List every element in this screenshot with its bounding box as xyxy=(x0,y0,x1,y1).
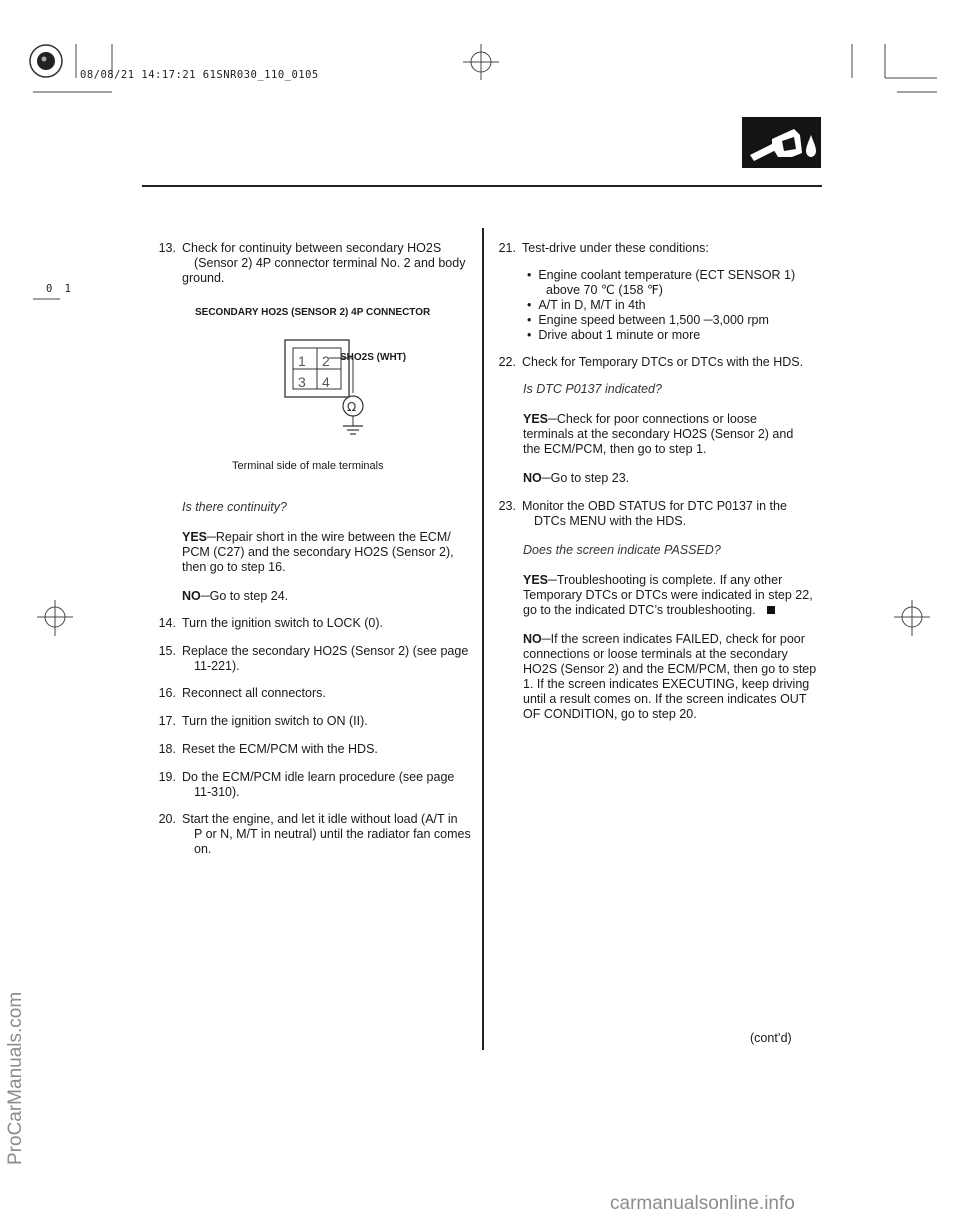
svg-text:Ω: Ω xyxy=(347,400,357,414)
answer-no-passed: NO─If the screen indicates FAILED, check for poor xyxy=(523,632,805,646)
step-20: 20. Start the engine, and let it idle without load (A/T in xyxy=(158,812,458,826)
bullet-drive-time: • Drive about 1 minute or more xyxy=(527,328,701,342)
margin-mark: 0 1 xyxy=(46,283,74,295)
step-21: 21. Test-drive under these conditions: xyxy=(498,241,709,255)
terminal-4: 4 xyxy=(322,374,330,390)
column-divider xyxy=(482,228,484,1050)
step-15-line-2: 11-221). xyxy=(194,659,240,673)
answer-no-passed-line-6: OF CONDITION, go to step 20. xyxy=(523,707,697,721)
step-13-line-1: Check for continuity between secondary HO2S xyxy=(182,241,442,255)
step-22: 22. Check for Temporary DTCs or DTCs with the HDS. xyxy=(498,355,804,369)
answer-yes-line-2: PCM (C27) and the secondary HO2S (Sensor 2), xyxy=(182,545,454,559)
step-23: 23. Monitor the OBD STATUS for DTC P0137 in the xyxy=(498,499,787,513)
terminal-1: 1 xyxy=(298,353,306,369)
end-square-icon xyxy=(767,606,775,614)
question-continuity: Is there continuity? xyxy=(182,500,287,514)
question-dtc-indicated: Is DTC P0137 indicated? xyxy=(523,382,662,396)
step-13-line-3: ground. xyxy=(182,271,225,285)
connector-diagram-title: SECONDARY HO2S (SENSOR 2) 4P CONNECTOR xyxy=(195,307,431,318)
continued-note: (cont’d) xyxy=(750,1031,792,1045)
step-19-line-2: 11-310). xyxy=(194,785,240,799)
step-16: 16. Reconnect all connectors. xyxy=(158,686,326,700)
watermark-carmanualsonline: carmanualsonline.info xyxy=(610,1193,795,1214)
answer-no-passed-line-2: connections or loose terminals at the secondary xyxy=(523,647,788,661)
answer-yes-passed: YES─Troubleshooting is complete. If any other xyxy=(523,573,783,587)
terminal-3: 3 xyxy=(298,374,306,390)
connector-diagram xyxy=(280,335,390,445)
step-17: 17. Turn the ignition switch to ON (II). xyxy=(158,714,368,728)
step-20-line-2: P or N, M/T in neutral) until the radiator fan comes xyxy=(194,827,471,841)
step-14: 14. Turn the ignition switch to LOCK (0). xyxy=(158,616,384,630)
bullet-gear: • A/T in D, M/T in 4th xyxy=(527,298,646,312)
answer-yes-passed-line-2: Temporary DTCs or DTCs were indicated in step 22, xyxy=(523,588,813,602)
answer-yes-dtc: YES─Check for poor connections or loose xyxy=(523,412,757,426)
answer-no-dtc: NO─Go to step 23. xyxy=(523,471,630,485)
step-13-line-2: (Sensor 2) 4P connector terminal No. 2 and body xyxy=(194,256,466,270)
answer-no-passed-line-5: until a result comes on. If the screen indicates OUT xyxy=(523,692,807,706)
answer-no-passed-line-3: HO2S (Sensor 2) and the ECM/PCM, then go to step xyxy=(523,662,817,676)
answer-yes-passed-line-3: go to the indicated DTC’s troubleshooting. xyxy=(523,603,775,618)
step-18: 18. Reset the ECM/PCM with the HDS. xyxy=(158,742,378,756)
answer-yes-dtc-line-3: the ECM/PCM, then go to step 1. xyxy=(523,442,707,456)
answer-yes-line-3: then go to step 16. xyxy=(182,560,286,574)
answer-yes-continuity: YES─Repair short in the wire between the ECM/ xyxy=(182,530,451,544)
connector-caption: Terminal side of male terminals xyxy=(232,460,384,472)
registration-bullseye-icon xyxy=(30,45,62,77)
step-15: 15. Replace the secondary HO2S (Sensor 2) (see page xyxy=(158,644,469,658)
watermark-procarmanuals: ProCarManuals.com xyxy=(5,991,26,1165)
bullet-coolant-line-2: above 70 ℃ (158 ℉) xyxy=(546,283,663,297)
fuel-nozzle-icon xyxy=(742,117,821,168)
crosshair-left-icon xyxy=(37,600,73,636)
print-timestamp: 08/08/21 14:17:21 61SNR030_110_0105 xyxy=(80,69,319,81)
step-13: 13. Check for continuity between secondary HO2S xyxy=(158,241,442,255)
step-20-line-3: on. xyxy=(194,842,212,856)
crosshair-top-icon xyxy=(463,44,499,80)
header-rule xyxy=(142,185,822,187)
answer-no-continuity: NO─Go to step 24. xyxy=(182,589,289,603)
terminal-2: 2 xyxy=(322,353,330,369)
step-19: 19. Do the ECM/PCM idle learn procedure (see page xyxy=(158,770,455,784)
crosshair-right-icon xyxy=(894,600,930,636)
step-23-line-2: DTCs MENU with the HDS. xyxy=(534,514,687,528)
connector-label: SHO2S (WHT) xyxy=(340,352,407,363)
bullet-engine-speed: • Engine speed between 1,500 ─3,000 rpm xyxy=(527,313,769,327)
question-passed: Does the screen indicate PASSED? xyxy=(523,543,721,557)
answer-yes-dtc-line-2: terminals at the secondary HO2S (Sensor 2) and xyxy=(523,427,794,441)
bullet-coolant: • Engine coolant temperature (ECT SENSOR 1) xyxy=(527,268,796,282)
answer-no-passed-line-4: 1. If the screen indicates EXECUTING, keep driving xyxy=(523,677,810,691)
